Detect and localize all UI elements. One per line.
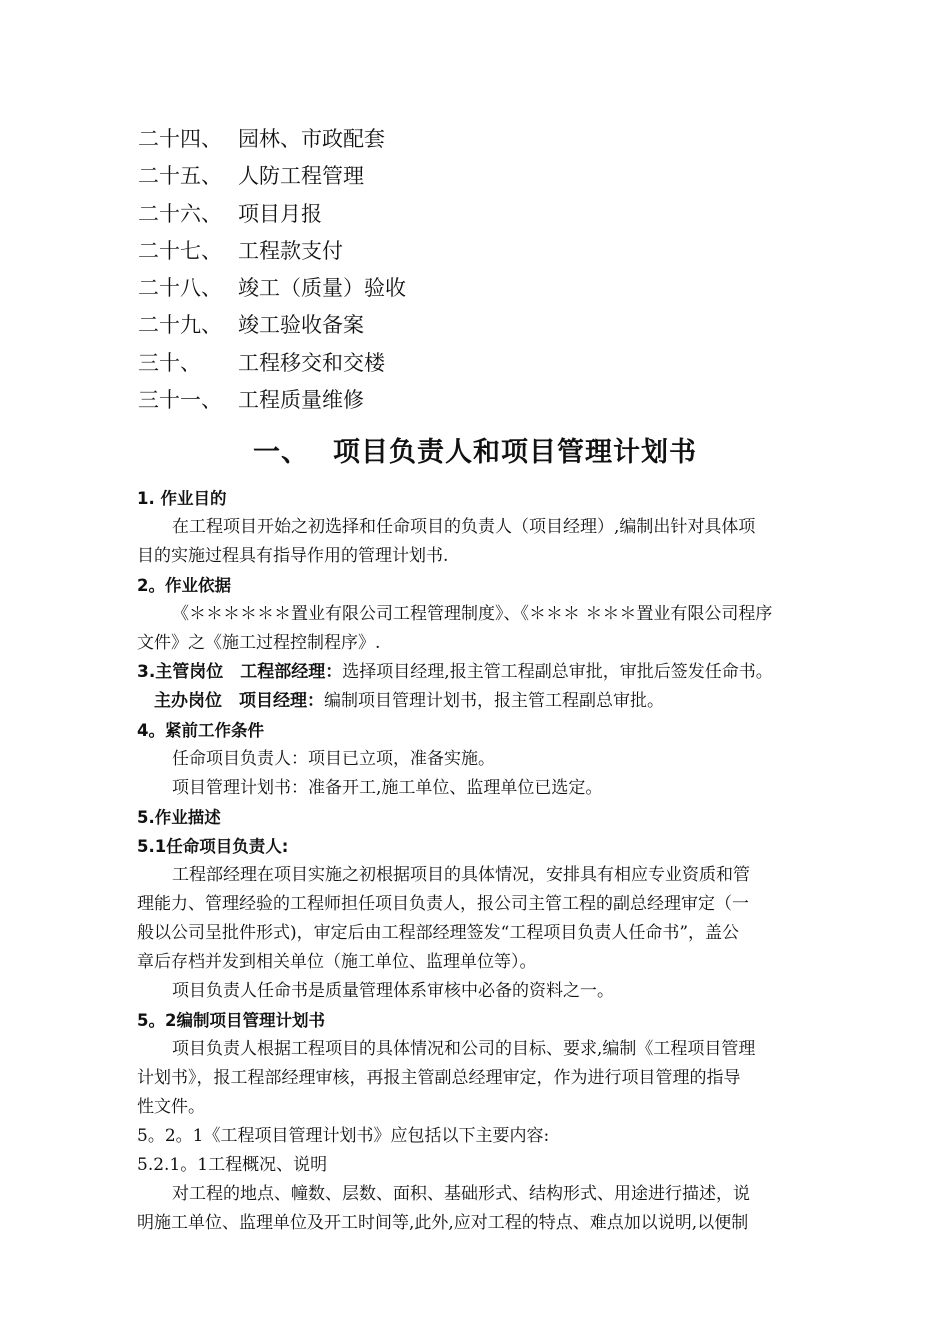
toc-text: 工程款支付 xyxy=(238,238,343,263)
paragraph-line: 明施工单位、监理单位及开工时间等,此外,应对工程的特点、难点加以说明,以便制 xyxy=(137,1213,749,1233)
toc-text: 工程移交和交楼 xyxy=(238,350,385,375)
post-label: 主办岗位 项目经理： xyxy=(154,691,324,711)
paragraph-line: 项目负责人任命书是质量管理体系审核中必备的资料之一。 xyxy=(172,981,614,1001)
responsible-post-line xyxy=(137,687,837,716)
toc-number: 二十六、 xyxy=(138,201,222,226)
toc-item xyxy=(138,233,406,270)
paragraph-line: 项目负责人根据工程项目的具体情况和公司的目标、要求,编制《工程项目管理 xyxy=(172,1039,756,1059)
toc-text: 项目月报 xyxy=(238,201,322,226)
heading-description: 5.作业描述 xyxy=(137,808,221,827)
heading-preconditions: 4。紧前工作条件 xyxy=(137,721,264,740)
toc-number: 三十、 xyxy=(138,350,201,375)
paragraph-line: 在工程项目开始之初选择和任命项目的负责人（项目经理）,编制出针对具体项 xyxy=(172,517,756,537)
heading-purpose: 1. 作业目的 xyxy=(137,489,227,508)
paragraph-line: 目的实施过程具有指导作用的管理计划书. xyxy=(137,546,449,566)
toc-number: 二十四、 xyxy=(138,127,222,151)
paragraph-line: 文件》之《施工过程控制程序》. xyxy=(137,633,381,653)
toc-item xyxy=(138,196,406,233)
document-body xyxy=(137,484,837,1238)
toc-number: 二十九、 xyxy=(138,313,222,338)
toc-item xyxy=(138,307,406,344)
toc-item xyxy=(138,345,406,382)
paragraph-line: 性文件。 xyxy=(137,1097,205,1117)
paragraph-line: 章后存档并发到相关单位（施工单位、监理单位等）。 xyxy=(137,952,537,972)
post-label: 3.主管岗位 工程部经理： xyxy=(137,662,343,682)
responsible-post-line xyxy=(137,658,837,687)
paragraph-line: 计划书》，报工程部经理审核，再报主管副总经理审定，作为进行项目管理的指导 xyxy=(137,1068,741,1088)
toc-number: 二十七、 xyxy=(138,238,222,263)
section-title xyxy=(0,430,950,469)
section-title-number: 一、 xyxy=(253,437,309,468)
paragraph-line: 理能力、管理经验的工程师担任项目负责人，报公司主管工程的副总经理审定（一 xyxy=(137,894,749,914)
toc-number: 二十八、 xyxy=(138,276,222,301)
toc-text: 工程质量维修 xyxy=(238,388,364,413)
section-title-text: 项目负责人和项目管理计划书 xyxy=(333,437,697,468)
paragraph-line: 《＊＊＊＊＊＊置业有限公司工程管理制度》、《＊＊＊ ＊＊＊置业有限公司程序 xyxy=(172,604,773,624)
toc-item xyxy=(138,158,406,195)
paragraph-line: 项目管理计划书：准备开工,施工单位、监理单位已选定。 xyxy=(172,778,603,798)
paragraph-line: 任命项目负责人：项目已立项，准备实施。 xyxy=(172,749,495,769)
toc-number: 二十五、 xyxy=(138,164,222,189)
toc-text: 竣工验收备案 xyxy=(238,313,364,338)
table-of-contents xyxy=(138,121,406,419)
paragraph-line: 对工程的地点、幢数、层数、面积、基础形式、结构形式、用途进行描述，说 xyxy=(172,1184,750,1204)
post-text: 选择项目经理,报主管工程副总审批，审批后签发任命书。 xyxy=(342,662,773,682)
subheading-plan: 5。2编制项目管理计划书 xyxy=(137,1011,325,1030)
toc-item xyxy=(138,121,406,158)
toc-text: 竣工（质量）验收 xyxy=(238,276,406,301)
toc-text: 人防工程管理 xyxy=(238,164,364,189)
toc-item xyxy=(138,382,406,419)
paragraph-line: 般以公司呈批件形式)，审定后由工程部经理签发“工程项目负责人任命书”，盖公 xyxy=(137,923,740,943)
toc-number: 三十一、 xyxy=(138,388,222,413)
paragraph-line: 工程部经理在项目实施之初根据项目的具体情况，安排具有相应专业资质和管 xyxy=(172,865,750,885)
post-text: 编制项目管理计划书，报主管工程副总审批。 xyxy=(324,691,664,711)
heading-basis: 2。作业依据 xyxy=(137,576,231,595)
subheading-overview: 5.2.1。1工程概况、说明 xyxy=(137,1155,328,1175)
subheading-appoint: 5.1任命项目负责人: xyxy=(137,837,289,856)
subheading-contents: 5。2。1《工程项目管理计划书》应包括以下主要内容: xyxy=(137,1126,550,1146)
toc-text: 园林、市政配套 xyxy=(238,127,385,151)
toc-item xyxy=(138,270,406,307)
